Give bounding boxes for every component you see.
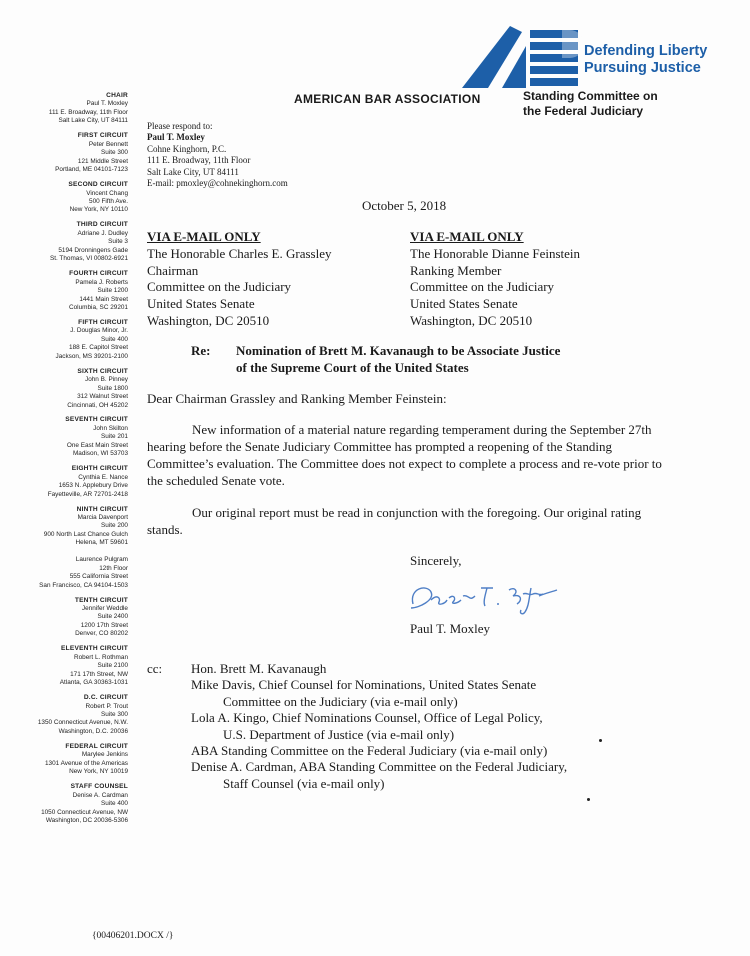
sidebar-line: John Skilton [93,424,128,432]
sidebar-line: 500 Fifth Ave. [89,197,128,205]
tagline [584,43,707,77]
recipient-feinstein [410,229,580,330]
sidebar-line: Marylee Jenkins [81,751,128,759]
sidebar-line: 1653 N. Applebury Drive [58,482,128,490]
sidebar-line: Marcia Davenport [77,513,128,521]
cc-entry-continuation: Staff Counsel (via e-mail only) [223,775,385,791]
sidebar-group-title: EIGHTH CIRCUIT [71,465,128,473]
document-reference: {00406201.DOCX /} [92,931,174,941]
sidebar-line: 900 North Last Chance Gulch [43,530,128,538]
sidebar-line: Robert L. Rothman [74,653,128,661]
sidebar-group [0,506,128,591]
sidebar-line: Atlanta, GA 30363-1031 [59,679,128,687]
sidebar-group [0,597,128,639]
sidebar-line: 1441 Main Street [79,295,128,303]
recipient-committee: Committee on the Judiciary [147,279,292,295]
sidebar-group [0,694,128,736]
sidebar-line: Robert P. Trout [85,702,128,710]
sidebar-line: Vincent Chang [86,189,128,197]
salutation: Dear Chairman Grassley and Ranking Member Feinstein: [147,391,447,406]
respond-to-street: 111 E. Broadway, 11th Floor [147,155,251,166]
cc-entry: Lola A. Kingo, Chief Nominations Counsel, Office of Legal Policy, [191,710,543,726]
sidebar-line: Denise A. Cardman [72,791,128,799]
sidebar-line: Washington, D.C. 20036 [58,727,128,735]
cc-entry: Hon. Brett M. Kavanaugh [191,661,327,676]
sidebar-line: Suite 400 [100,800,128,808]
return-address [147,121,288,189]
sidebar-line: Jackson, MS 39201-2100 [55,352,128,360]
sidebar-line [0,548,128,556]
respond-to-name: Paul T. Moxley [147,132,205,143]
sidebar-line: St. Thomas, VI 00802-6921 [49,255,128,263]
recipient-body: United States Senate [147,296,255,312]
cc-entry: ABA Standing Committee on the Federal Judiciary (via e-mail only) [191,743,548,759]
sidebar-group [0,368,128,410]
body-paragraph-1: New information of a material nature regarding temperament during the September 27th hearing before the Senate Judiciary Committee has prompted a reopening of the Standing Committee’s evaluation. The Committee does not expect to complete a process and re-vote prior to the scheduled Senate vote. [147,422,662,488]
respond-to-email: E-mail: pmoxley@cohnekinghorn.com [147,178,288,189]
cc-list [191,661,567,792]
sidebar-line: Washington, DC 20036-5306 [45,816,128,824]
sidebar-line: Suite 2100 [97,662,128,670]
sidebar-line: Laurence Pulgram [75,556,128,564]
sidebar-line: Suite 200 [100,522,128,530]
committee-name [523,89,658,119]
sidebar-line: 5194 Dronningens Gade [58,246,128,254]
sidebar-line: Suite 201 [100,433,128,441]
sidebar-group-title: FIRST CIRCUIT [77,132,128,140]
re-label: Re: [191,343,211,358]
sidebar-line: New York, NY 10110 [69,206,128,214]
sidebar-line: Pamela J. Roberts [75,278,128,286]
via-email-label: VIA E-MAIL ONLY [410,229,524,244]
sidebar-line: John B. Pinney [85,376,128,384]
via-email-label: VIA E-MAIL ONLY [147,229,261,244]
sidebar-line: 1050 Connecticut Avenue, NW [41,808,128,816]
recipient-role: Ranking Member [410,262,502,278]
sidebar-line: Portland, ME 04101-7123 [55,166,128,174]
sidebar-group-title: D.C. CIRCUIT [83,694,128,702]
subject-line-2: of the Supreme Court of the United States [236,359,469,375]
sidebar-group [0,181,128,215]
sidebar-line: Salt Lake City, UT 84111 [58,117,128,125]
sidebar-group-title: THIRD CIRCUIT [76,221,128,229]
sidebar-group [0,783,128,825]
sidebar-group-title: STAFF COUNSEL [70,783,128,791]
sidebar-line: 121 Middle Street [77,157,128,165]
recipient-role: Chairman [147,262,199,278]
stray-dot [587,798,590,801]
closing: Sincerely, [410,553,462,568]
sidebar-line: Suite 1800 [97,384,128,392]
circuit-members-sidebar [0,92,128,832]
sidebar-line: 312 Walnut Street [77,393,128,401]
cc-entry-continuation: Committee on the Judiciary (via e-mail only) [223,693,458,709]
sidebar-group [0,645,128,687]
sidebar-group-title: FOURTH CIRCUIT [69,270,128,278]
cc-label: cc: [147,661,163,676]
sidebar-group [0,319,128,361]
sidebar-line: Suite 3 [108,238,128,246]
tagline-line-2: Pursuing Justice [584,60,701,76]
recipient-name: The Honorable Charles E. Grassley [147,245,332,261]
sidebar-line: Peter Bennett [88,140,128,148]
sidebar-group [0,743,128,777]
subject-line [236,343,560,376]
sidebar-line: San Francisco, CA 94104-1503 [39,581,128,589]
sidebar-line: Cynthia E. Nance [78,473,128,481]
sidebar-line: Paul T. Moxley [86,100,128,108]
body-paragraph-2: Our original report must be read in conjunction with the foregoing. Our original rating stands. [147,505,642,537]
sidebar-group [0,465,128,499]
sidebar-group-title: FEDERAL CIRCUIT [65,742,128,750]
sidebar-line: Jennifer Weddle [81,605,128,613]
aba-logo [462,26,582,88]
respond-to-firm: Cohne Kinghorn, P.C. [147,143,227,154]
recipient-committee: Committee on the Judiciary [410,279,555,295]
sidebar-group [0,270,128,312]
sidebar-line: 188 E. Capitol Street [69,344,128,352]
sidebar-line: J. Douglas Minor, Jr. [70,327,128,335]
handwritten-signature [405,578,565,618]
sidebar-line: Adriane J. Dudley [77,229,128,237]
sidebar-group-title: ELEVENTH CIRCUIT [61,645,128,653]
cc-entry: Mike Davis, Chief Counsel for Nominations, United States Senate [191,677,537,693]
sidebar-line: 1200 17th Street [80,621,128,629]
sidebar-line: Suite 400 [100,335,128,343]
sidebar-group-title: SIXTH CIRCUIT [77,367,128,375]
sidebar-group [0,92,128,126]
sidebar-line: 12th Floor [99,564,128,572]
recipient-name: The Honorable Dianne Feinstein [410,245,581,261]
cc-entry: Denise A. Cardman, ABA Standing Committee on the Federal Judiciary, [191,759,568,775]
sidebar-line: Suite 300 [100,711,128,718]
sidebar-line: 111 E. Broadway, 11th Floor [48,108,128,116]
sidebar-line: Madison, WI 53703 [72,450,128,458]
sidebar-line: Helena, MT 59601 [75,539,128,547]
committee-line-1: Standing Committee on [523,89,658,103]
sidebar-line: Denver, CO 80202 [75,630,128,638]
committee-line-2: the Federal Judiciary [523,104,644,118]
sidebar-group-title: FIFTH CIRCUIT [78,318,128,326]
respond-to-label: Please respond to: [147,121,213,131]
sidebar-line: Suite 1200 [97,287,128,295]
sidebar-group [0,132,128,174]
recipient-city: Washington, DC 20510 [410,312,533,328]
sidebar-line: One East Main Street [66,441,128,449]
sidebar-line: Columbia, SC 29201 [69,303,128,311]
sidebar-group-title: SECOND CIRCUIT [68,181,128,189]
tagline-line-1: Defending Liberty [584,43,708,59]
sidebar-line: 171 17th Street, NW [70,670,128,678]
sidebar-group-title: TENTH CIRCUIT [74,596,128,604]
sidebar-line: 1350 Connecticut Avenue, N.W. [37,719,128,727]
sidebar-line: New York, NY 10019 [69,768,128,776]
subject-line-1: Nomination of Brett M. Kavanaugh to be Associate Justice [236,343,561,358]
sidebar-line: Suite 300 [100,149,128,157]
sidebar-line: Suite 2400 [97,613,128,621]
respond-to-city: Salt Lake City, UT 84111 [147,166,239,177]
signer-name: Paul T. Moxley [410,621,491,636]
sidebar-group [0,416,128,458]
sidebar-group-title: CHAIR [106,92,128,99]
cc-entry-continuation: U.S. Department of Justice (via e-mail only) [223,726,455,742]
stray-dot [599,739,602,742]
sidebar-line: 1301 Avenue of the Americas [44,759,128,767]
letter-date: October 5, 2018 [362,198,447,213]
sidebar-line: 555 California Street [69,573,128,581]
sidebar-line: Fayetteville, AR 72701-2418 [47,490,128,498]
sidebar-group [0,221,128,263]
recipient-body: United States Senate [410,296,518,312]
sidebar-line: Cincinnati, OH 45202 [67,401,128,409]
recipient-city: Washington, DC 20510 [147,312,270,328]
recipient-grassley [147,229,331,330]
sidebar-group-title: SEVENTH CIRCUIT [65,416,128,424]
organization-name: AMERICAN BAR ASSOCIATION [294,92,481,106]
sidebar-group-title: NINTH CIRCUIT [76,505,128,513]
